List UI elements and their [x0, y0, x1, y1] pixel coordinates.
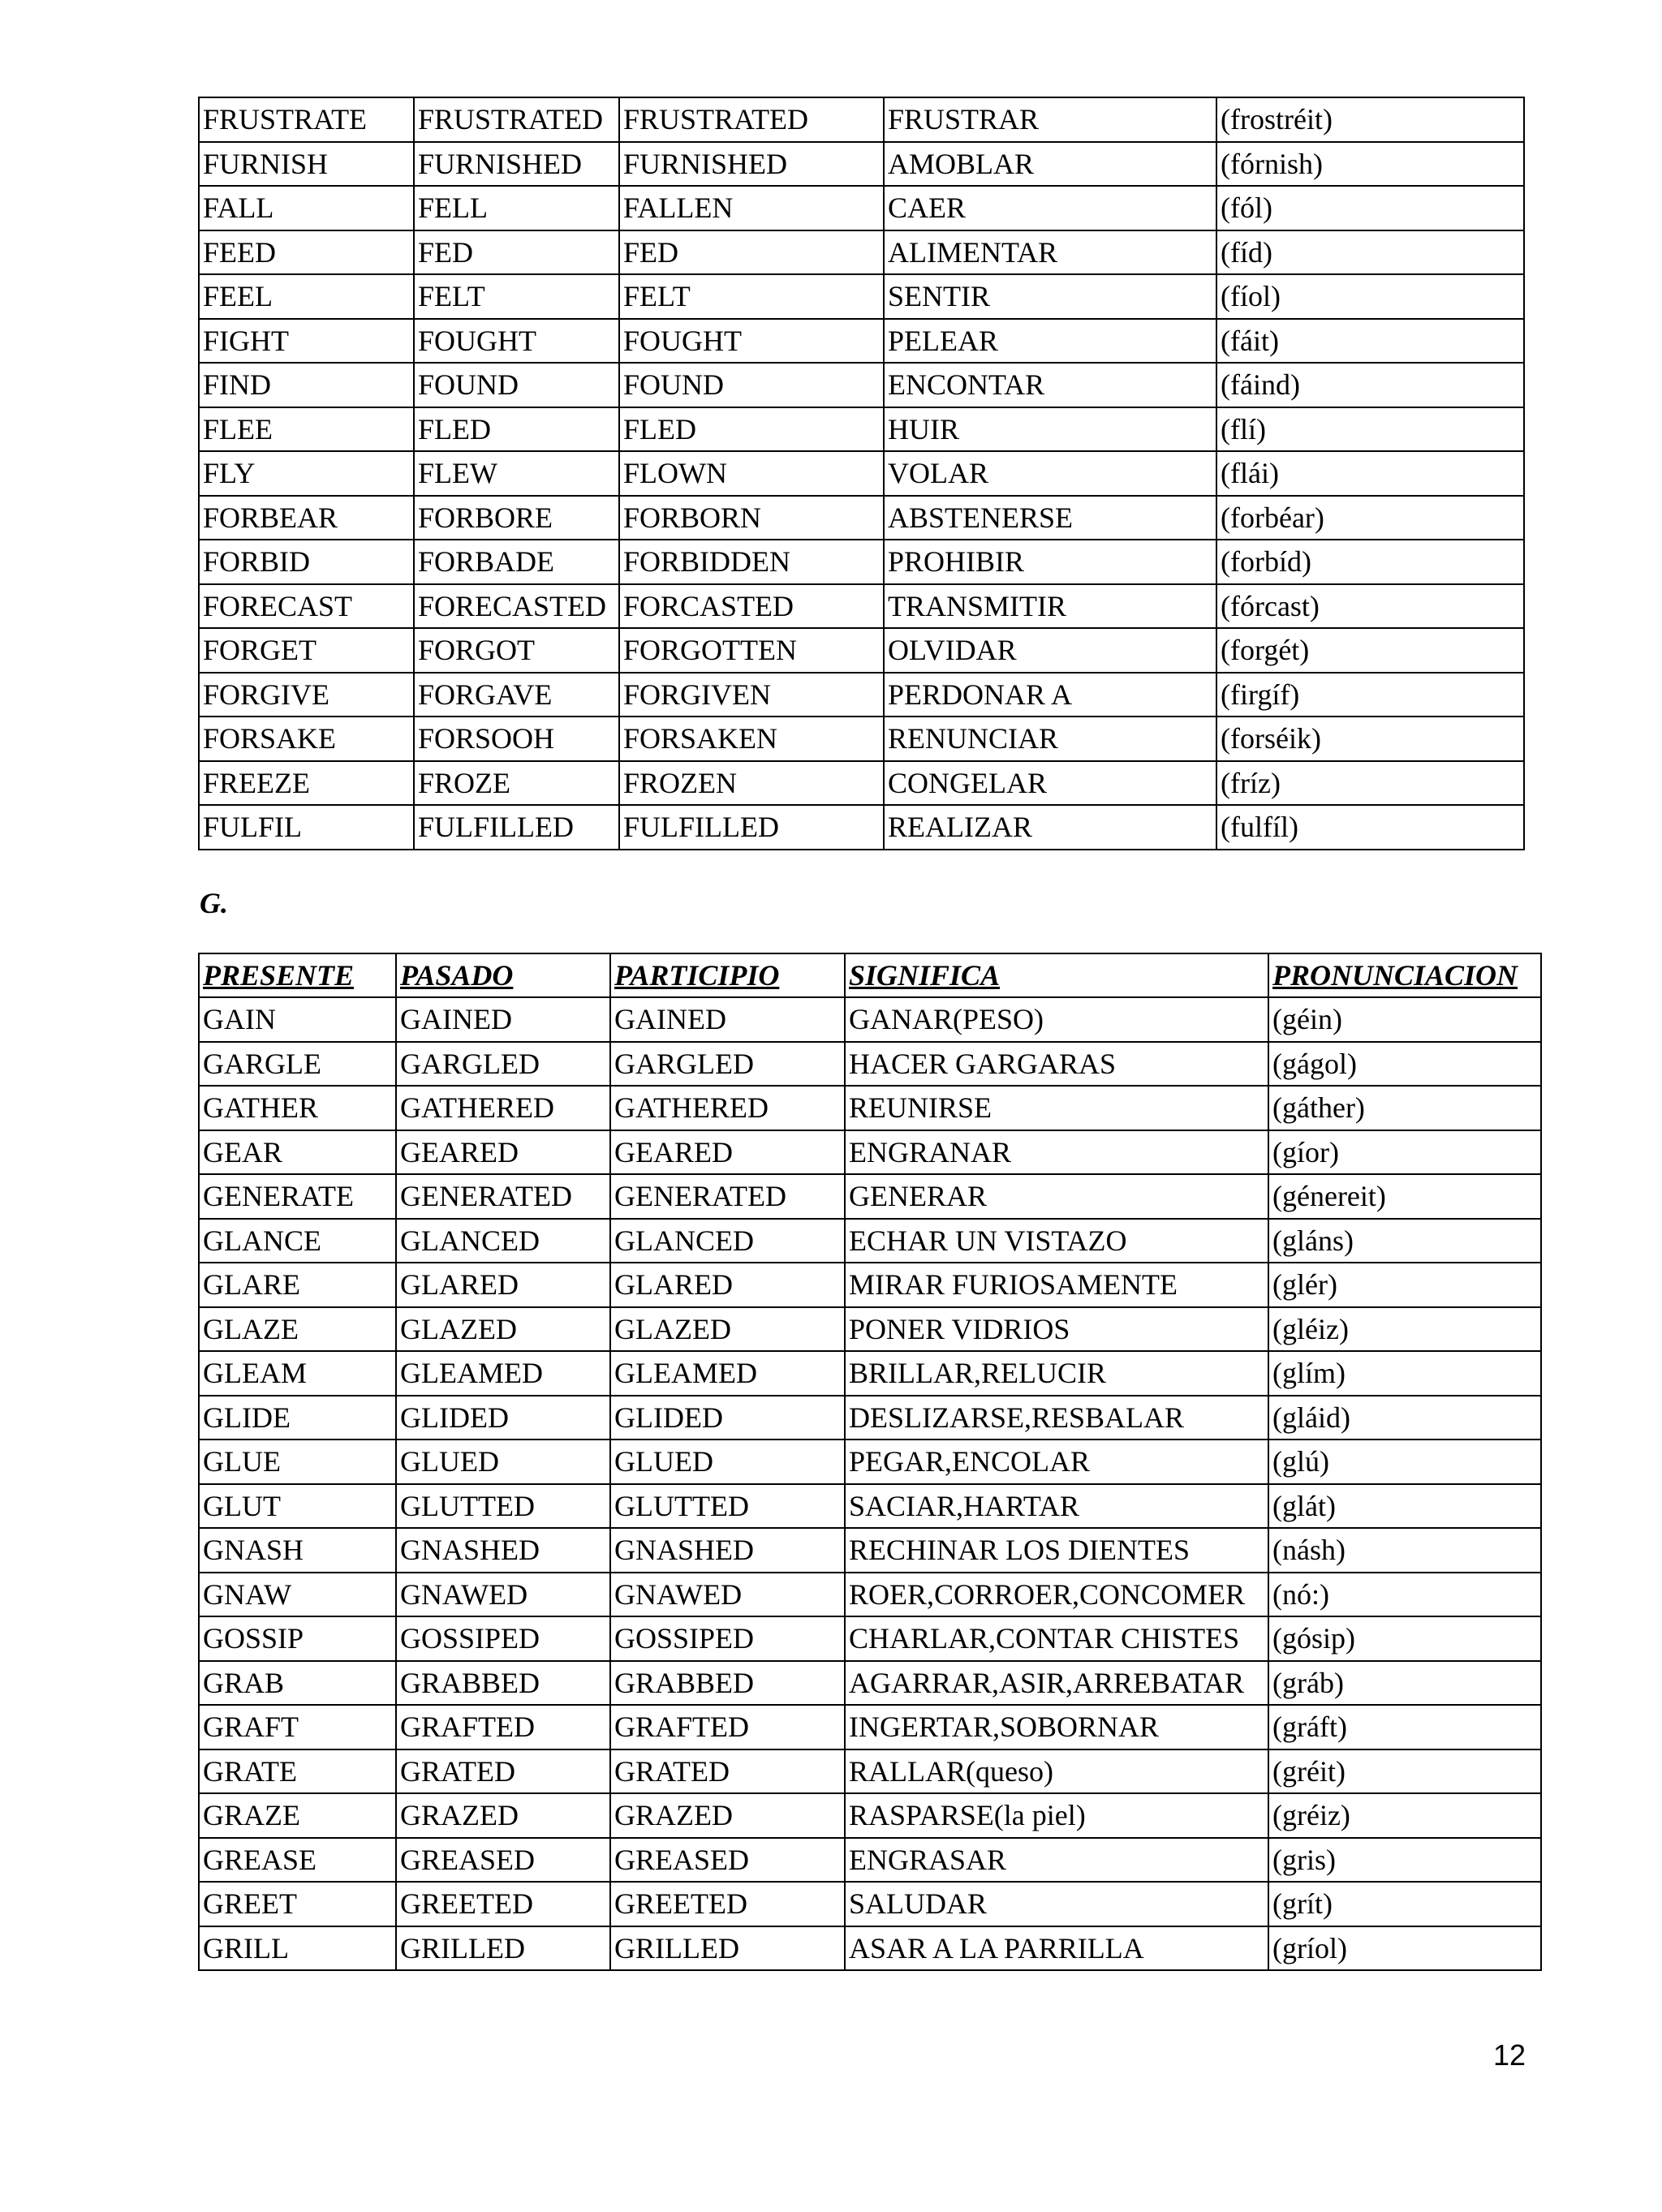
cell-significa: FRUSTRAR — [884, 97, 1216, 142]
cell-significa: INGERTAR,SOBORNAR — [845, 1705, 1268, 1749]
cell-presente: GRILL — [199, 1926, 396, 1971]
cell-participio: FED — [619, 230, 884, 275]
cell-presente: GRAZE — [199, 1793, 396, 1838]
cell-presente: GREET — [199, 1882, 396, 1926]
cell-significa: CONGELAR — [884, 761, 1216, 806]
cell-presente: GRATE — [199, 1749, 396, 1794]
cell-significa: REALIZAR — [884, 805, 1216, 850]
cell-pronunciacion: (forgét) — [1216, 628, 1524, 673]
cell-pronunciacion: (grít) — [1268, 1882, 1541, 1926]
cell-participio: GLEAMED — [610, 1351, 845, 1396]
cell-pasado: FOUND — [414, 363, 619, 407]
cell-participio: GLARED — [610, 1263, 845, 1307]
cell-presente: FALL — [199, 186, 414, 230]
verb-row — [199, 186, 1524, 230]
cell-participio: GRATED — [610, 1749, 845, 1794]
cell-significa: RENUNCIAR — [884, 717, 1216, 761]
cell-participio: FULFILLED — [619, 805, 884, 850]
header-participio: PARTICIPIO — [610, 953, 845, 997]
cell-participio: FROZEN — [619, 761, 884, 806]
cell-pronunciacion: (génereit) — [1268, 1174, 1541, 1219]
cell-pasado: GNAWED — [396, 1573, 610, 1617]
cell-pronunciacion: (gréit) — [1268, 1749, 1541, 1794]
cell-pasado: FORECASTED — [414, 584, 619, 629]
cell-participio: GNASHED — [610, 1528, 845, 1573]
cell-pronunciacion: (fáind) — [1216, 363, 1524, 407]
verb-row — [199, 1882, 1541, 1926]
cell-participio: GLUED — [610, 1440, 845, 1484]
verb-row — [199, 496, 1524, 540]
cell-pronunciacion: (gráb) — [1268, 1661, 1541, 1706]
cell-pronunciacion: (glím) — [1268, 1351, 1541, 1396]
cell-participio: GRABBED — [610, 1661, 845, 1706]
cell-pronunciacion: (forbíd) — [1216, 540, 1524, 584]
cell-pasado: FRUSTRATED — [414, 97, 619, 142]
cell-participio: GENERATED — [610, 1174, 845, 1219]
cell-pasado: GATHERED — [396, 1086, 610, 1130]
cell-pronunciacion: (glú) — [1268, 1440, 1541, 1484]
cell-participio: GRAZED — [610, 1793, 845, 1838]
verb-row — [199, 363, 1524, 407]
cell-presente: GOSSIP — [199, 1616, 396, 1661]
verb-row — [199, 230, 1524, 275]
verb-row — [199, 1086, 1541, 1130]
cell-participio: GARGLED — [610, 1042, 845, 1087]
cell-significa: RALLAR(queso) — [845, 1749, 1268, 1794]
cell-pasado: GAINED — [396, 997, 610, 1042]
header-pasado: PASADO — [396, 953, 610, 997]
cell-presente: FIGHT — [199, 319, 414, 364]
cell-participio: FALLEN — [619, 186, 884, 230]
cell-participio: GLAZED — [610, 1307, 845, 1352]
cell-presente: FURNISH — [199, 142, 414, 187]
cell-pasado: FELT — [414, 274, 619, 319]
cell-participio: FORBORN — [619, 496, 884, 540]
cell-pasado: GLUTTED — [396, 1484, 610, 1529]
cell-pasado: GREETED — [396, 1882, 610, 1926]
cell-participio: FOUGHT — [619, 319, 884, 364]
cell-significa: SENTIR — [884, 274, 1216, 319]
section-heading: G. — [200, 887, 228, 919]
cell-pronunciacion: (glér) — [1268, 1263, 1541, 1307]
cell-presente: GEAR — [199, 1130, 396, 1175]
cell-participio: FOUND — [619, 363, 884, 407]
verb-row — [199, 1130, 1541, 1175]
cell-pasado: FED — [414, 230, 619, 275]
cell-participio: FLED — [619, 407, 884, 452]
verb-row — [199, 1484, 1541, 1529]
verb-row — [199, 1705, 1541, 1749]
cell-presente: GNAW — [199, 1573, 396, 1617]
cell-participio: GNAWED — [610, 1573, 845, 1617]
cell-pasado: GOSSIPED — [396, 1616, 610, 1661]
verb-row — [199, 142, 1524, 187]
cell-presente: GRAFT — [199, 1705, 396, 1749]
verb-row — [199, 1616, 1541, 1661]
cell-pasado: FROZE — [414, 761, 619, 806]
cell-participio: GAINED — [610, 997, 845, 1042]
cell-presente: FIND — [199, 363, 414, 407]
cell-participio: FRUSTRATED — [619, 97, 884, 142]
verb-row — [199, 761, 1524, 806]
cell-participio: GLUTTED — [610, 1484, 845, 1529]
cell-pronunciacion: (gris) — [1268, 1838, 1541, 1883]
verb-row — [199, 1528, 1541, 1573]
cell-pronunciacion: (fríz) — [1216, 761, 1524, 806]
cell-pronunciacion: (fíol) — [1216, 274, 1524, 319]
verb-row — [199, 717, 1524, 761]
cell-significa: HUIR — [884, 407, 1216, 452]
cell-pronunciacion: (flái) — [1216, 451, 1524, 496]
cell-pronunciacion: (násh) — [1268, 1528, 1541, 1573]
cell-significa: ROER,CORROER,CONCOMER — [845, 1573, 1268, 1617]
cell-pasado: GNASHED — [396, 1528, 610, 1573]
cell-pronunciacion: (géin) — [1268, 997, 1541, 1042]
cell-pronunciacion: (gráft) — [1268, 1705, 1541, 1749]
cell-pronunciacion: (gágol) — [1268, 1042, 1541, 1087]
cell-significa: SALUDAR — [845, 1882, 1268, 1926]
cell-pasado: GEARED — [396, 1130, 610, 1175]
cell-significa: ASAR A LA PARRILLA — [845, 1926, 1268, 1971]
verb-row — [199, 584, 1524, 629]
verb-row — [199, 628, 1524, 673]
cell-presente: FORSAKE — [199, 717, 414, 761]
cell-presente: FLY — [199, 451, 414, 496]
cell-significa: ENGRASAR — [845, 1838, 1268, 1883]
cell-presente: GLARE — [199, 1263, 396, 1307]
verb-row — [199, 1749, 1541, 1794]
cell-pasado: GLEAMED — [396, 1351, 610, 1396]
cell-pasado: GRILLED — [396, 1926, 610, 1971]
cell-presente: GENERATE — [199, 1174, 396, 1219]
verb-row — [199, 1573, 1541, 1617]
cell-pasado: GARGLED — [396, 1042, 610, 1087]
cell-pasado: GRAFTED — [396, 1705, 610, 1749]
cell-participio: FLOWN — [619, 451, 884, 496]
cell-significa: ALIMENTAR — [884, 230, 1216, 275]
cell-presente: GLIDE — [199, 1396, 396, 1440]
cell-pronunciacion: (frostréit) — [1216, 97, 1524, 142]
cell-participio: FORGOTTEN — [619, 628, 884, 673]
cell-pronunciacion: (fulfíl) — [1216, 805, 1524, 850]
cell-participio: GRILLED — [610, 1926, 845, 1971]
verb-row — [199, 805, 1524, 850]
cell-presente: GNASH — [199, 1528, 396, 1573]
cell-participio: GLANCED — [610, 1219, 845, 1263]
cell-significa: ECHAR UN VISTAZO — [845, 1219, 1268, 1263]
cell-presente: GREASE — [199, 1838, 396, 1883]
cell-pasado: FORBORE — [414, 496, 619, 540]
cell-participio: GREETED — [610, 1882, 845, 1926]
cell-pasado: FLEW — [414, 451, 619, 496]
header-row — [199, 953, 1541, 997]
cell-participio: FELT — [619, 274, 884, 319]
cell-pronunciacion: (forbéar) — [1216, 496, 1524, 540]
cell-pasado: FORGOT — [414, 628, 619, 673]
cell-pasado: GRAZED — [396, 1793, 610, 1838]
cell-pronunciacion: (fáit) — [1216, 319, 1524, 364]
cell-pasado: FELL — [414, 186, 619, 230]
verb-row — [199, 451, 1524, 496]
verb-row — [199, 997, 1541, 1042]
header-significa: SIGNIFICA — [845, 953, 1268, 997]
verb-row — [199, 274, 1524, 319]
cell-significa: AMOBLAR — [884, 142, 1216, 187]
verb-row — [199, 1042, 1541, 1087]
verb-row — [199, 540, 1524, 584]
cell-significa: ABSTENERSE — [884, 496, 1216, 540]
verb-row — [199, 1661, 1541, 1706]
verb-table-g-header — [199, 953, 1541, 997]
cell-pasado: GLARED — [396, 1263, 610, 1307]
cell-pronunciacion: (forséik) — [1216, 717, 1524, 761]
verb-row — [199, 319, 1524, 364]
cell-participio: GRAFTED — [610, 1705, 845, 1749]
cell-significa: DESLIZARSE,RESBALAR — [845, 1396, 1268, 1440]
cell-significa: ENGRANAR — [845, 1130, 1268, 1175]
cell-pasado: GRABBED — [396, 1661, 610, 1706]
verb-row — [199, 1440, 1541, 1484]
cell-presente: GLAZE — [199, 1307, 396, 1352]
cell-pronunciacion: (glát) — [1268, 1484, 1541, 1529]
verb-table-f — [198, 97, 1525, 850]
cell-pronunciacion: (gréiz) — [1268, 1793, 1541, 1838]
cell-pasado: FORBADE — [414, 540, 619, 584]
cell-significa: MIRAR FURIOSAMENTE — [845, 1263, 1268, 1307]
cell-significa: RECHINAR LOS DIENTES — [845, 1528, 1268, 1573]
cell-presente: FEED — [199, 230, 414, 275]
cell-pronunciacion: (fórcast) — [1216, 584, 1524, 629]
verb-row — [199, 1263, 1541, 1307]
cell-pasado: GREASED — [396, 1838, 610, 1883]
cell-presente: GRAB — [199, 1661, 396, 1706]
cell-pronunciacion: (gláid) — [1268, 1396, 1541, 1440]
cell-pasado: FURNISHED — [414, 142, 619, 187]
cell-pronunciacion: (gósip) — [1268, 1616, 1541, 1661]
cell-pasado: FLED — [414, 407, 619, 452]
cell-significa: RASPARSE(la piel) — [845, 1793, 1268, 1838]
cell-pasado: GLAZED — [396, 1307, 610, 1352]
verb-row — [199, 1926, 1541, 1971]
cell-presente: GARGLE — [199, 1042, 396, 1087]
verb-row — [199, 1838, 1541, 1883]
cell-pasado: FULFILLED — [414, 805, 619, 850]
cell-presente: FORECAST — [199, 584, 414, 629]
cell-pronunciacion: (fíd) — [1216, 230, 1524, 275]
cell-significa: CAER — [884, 186, 1216, 230]
verb-row — [199, 1793, 1541, 1838]
cell-presente: FREEZE — [199, 761, 414, 806]
cell-significa: TRANSMITIR — [884, 584, 1216, 629]
cell-participio: GEARED — [610, 1130, 845, 1175]
cell-presente: FORBEAR — [199, 496, 414, 540]
cell-presente: GLUT — [199, 1484, 396, 1529]
cell-presente: FORGET — [199, 628, 414, 673]
cell-presente: FULFIL — [199, 805, 414, 850]
cell-pasado: FOUGHT — [414, 319, 619, 364]
verb-table-f-body — [199, 97, 1524, 850]
verb-row — [199, 1351, 1541, 1396]
cell-pasado: FORSOOH — [414, 717, 619, 761]
cell-presente: FEEL — [199, 274, 414, 319]
cell-significa: OLVIDAR — [884, 628, 1216, 673]
cell-pasado: GLUED — [396, 1440, 610, 1484]
cell-presente: GLANCE — [199, 1219, 396, 1263]
cell-participio: FORSAKEN — [619, 717, 884, 761]
cell-pasado: GENERATED — [396, 1174, 610, 1219]
cell-significa: GENERAR — [845, 1174, 1268, 1219]
cell-significa: GANAR(PESO) — [845, 997, 1268, 1042]
cell-participio: FURNISHED — [619, 142, 884, 187]
cell-significa: BRILLAR,RELUCIR — [845, 1351, 1268, 1396]
verb-row — [199, 1307, 1541, 1352]
cell-presente: FORBID — [199, 540, 414, 584]
cell-significa: ENCONTAR — [884, 363, 1216, 407]
verb-table-g — [198, 953, 1542, 1971]
cell-significa: AGARRAR,ASIR,ARREBATAR — [845, 1661, 1268, 1706]
cell-significa: PERDONAR A — [884, 673, 1216, 717]
verb-table-g-body — [199, 997, 1541, 1970]
verb-row — [199, 673, 1524, 717]
cell-pasado: GRATED — [396, 1749, 610, 1794]
cell-significa: REUNIRSE — [845, 1086, 1268, 1130]
cell-pronunciacion: (gláns) — [1268, 1219, 1541, 1263]
cell-significa: PELEAR — [884, 319, 1216, 364]
cell-pronunciacion: (gléiz) — [1268, 1307, 1541, 1352]
cell-significa: PONER VIDRIOS — [845, 1307, 1268, 1352]
cell-presente: GLEAM — [199, 1351, 396, 1396]
cell-presente: FLEE — [199, 407, 414, 452]
cell-significa: VOLAR — [884, 451, 1216, 496]
cell-pasado: GLANCED — [396, 1219, 610, 1263]
cell-pronunciacion: (flí) — [1216, 407, 1524, 452]
cell-significa: CHARLAR,CONTAR CHISTES — [845, 1616, 1268, 1661]
cell-pronunciacion: (gríol) — [1268, 1926, 1541, 1971]
verb-row — [199, 1219, 1541, 1263]
cell-significa: PEGAR,ENCOLAR — [845, 1440, 1268, 1484]
cell-presente: GATHER — [199, 1086, 396, 1130]
cell-significa: HACER GARGARAS — [845, 1042, 1268, 1087]
cell-pronunciacion: (gáther) — [1268, 1086, 1541, 1130]
verb-row — [199, 1396, 1541, 1440]
verb-row — [199, 1174, 1541, 1219]
cell-significa: SACIAR,HARTAR — [845, 1484, 1268, 1529]
cell-significa: PROHIBIR — [884, 540, 1216, 584]
header-pronunciacion: PRONUNCIACION — [1268, 953, 1541, 997]
verb-row — [199, 97, 1524, 142]
cell-pronunciacion: (fórnish) — [1216, 142, 1524, 187]
cell-participio: GATHERED — [610, 1086, 845, 1130]
header-presente: PRESENTE — [199, 953, 396, 997]
cell-pasado: GLIDED — [396, 1396, 610, 1440]
cell-presente: FORGIVE — [199, 673, 414, 717]
cell-participio: FORBIDDEN — [619, 540, 884, 584]
cell-pasado: FORGAVE — [414, 673, 619, 717]
page-number: 12 — [1493, 2038, 1526, 2072]
cell-presente: FRUSTRATE — [199, 97, 414, 142]
cell-pronunciacion: (firgíf) — [1216, 673, 1524, 717]
cell-participio: GLIDED — [610, 1396, 845, 1440]
cell-pronunciacion: (nó:) — [1268, 1573, 1541, 1617]
cell-participio: GOSSIPED — [610, 1616, 845, 1661]
verb-row — [199, 407, 1524, 452]
cell-presente: GAIN — [199, 997, 396, 1042]
cell-participio: GREASED — [610, 1838, 845, 1883]
cell-pronunciacion: (fól) — [1216, 186, 1524, 230]
cell-presente: GLUE — [199, 1440, 396, 1484]
cell-pronunciacion: (gíor) — [1268, 1130, 1541, 1175]
cell-participio: FORGIVEN — [619, 673, 884, 717]
cell-participio: FORCASTED — [619, 584, 884, 629]
